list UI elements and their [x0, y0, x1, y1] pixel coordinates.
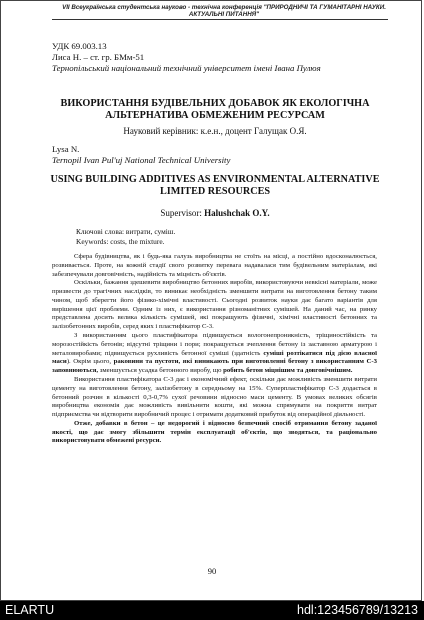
paragraph-3-part-c: ). Окрім цього,	[66, 358, 114, 366]
supervisor-en-name: Halushchak O.Y.	[204, 208, 270, 218]
keywords-ua: Ключові слова: витрати, суміш.	[76, 227, 176, 236]
paragraph-5-conclusion: Отже, добавки в бетон – це недорогий і відносно безпечний спосіб отримання бетону заданої якості, що дає змогу збільшити термін експлуатації об'єктів, що зводяться, та раціонально використовувати обмежені ресурси.	[52, 419, 377, 445]
paragraph-4: Використання пластифікатора С-3 дає і економічний ефект, оскільки дає можливість зменшити витрати цементу на виготовлення бетону, залізобетону в середньому на 15%. Суперпластифікатор С-3 додається в бетонний розчин в кількості 0,3-0,7% сухої речовини відносно маси цементу. В умовах великих обсягів виробництва економія дає можливість вивільнити кошти, які можна спрямувати на покриття витрат підприємства чи відтворити виробничий процес і отримати додатковий прибуток від операційної діяльності.	[52, 375, 377, 419]
udc-code: УДК 69.003.13	[52, 41, 107, 51]
supervisor-en-label: Supervisor:	[160, 208, 202, 218]
paragraph-3-part-e: зменшується усадка бетонного виробу, що	[98, 367, 224, 375]
footer-handle-link[interactable]: hdl:123456789/13213	[297, 603, 418, 617]
supervisor-ua: Науковий керівник: к.е.н., доцент Галущак О.Я.	[123, 126, 307, 136]
paragraph-3-bold-phrase: суміші розтікатися під дією власної маси	[52, 349, 377, 366]
article-body	[52, 253, 377, 446]
header-divider	[52, 19, 388, 20]
paragraph-3-part-a: З використанням цього пластифікатора підвищується вологонепроникність, тріщиностійкість та морозостійкість бетонів; відсутні тріщини і пори; покращується зчеплення бетону із заставною арматурою і металовиробами; підвищується рухливість бетонної суміші (здатність	[52, 332, 377, 357]
footer-repository-name: ELARTU	[5, 603, 55, 617]
supervisor-en	[46, 208, 384, 218]
author-ua: Лиса Н. – ст. гр. БМм-51	[52, 52, 145, 62]
paragraph-1: Сфера будівництва, як і будь-яка галузь виробництва не стоїть на місці, а постійно вдосконалюється, розвивається. Проте, на кожній стадії свого розвитку перевага надавалася тим будівельним матеріалам, які забезпечували довговічність, надійність та міцність об'єктів.	[52, 253, 377, 278]
conference-header: VII Всеукраїнська студентська науково - технічна конференція "ПРИРОДНИЧІ ТА ГУМАНІТАРНІ НАУКИ. АКТУАЛЬНІ ПИТАННЯ"	[62, 4, 386, 18]
affiliation-en: Ternopil Ivan Pul'uj National Technical University	[52, 155, 231, 165]
affiliation-ua: Тернопільський національний технічний університет імені Івана Пулюя	[52, 63, 321, 73]
footer-bar	[0, 601, 424, 620]
paragraph-3-bold-sentence: раковини та пустоти, які виникають при виготовленні бетону з використанням С-3 заповнюються,	[52, 358, 377, 375]
page-number: 90	[207, 566, 217, 576]
author-en: Lysa N.	[52, 144, 80, 154]
title-en: USING BUILDING ADDITIVES AS ENVIRONMENTAL ALTERNATIVE LIMITED RESOURCES	[50, 174, 380, 197]
paragraph-2: Оскільки, бажання здешевити виробництво бетонних виробів, використовуючи невкісні матеріали, може призвести до трагічних наслідків, то виникає необхідність зменшити витрати на виготовлення бетону таким чином, щоб зберегти його фізико-хімічні властивості. Сьогодні розвиток науки дає багато варіантів для вирішення цієї проблеми. Одним із них, є використання різноманітних сумішей. На даний час, на ринку представлена досить велика кількість сумішей, які покращують фізичні, хімічні властивості бетонних та залізобетонних виробів, серед яких і пластифікатор С-3.	[52, 279, 377, 331]
paragraph-3	[52, 332, 377, 376]
paragraph-3-bold-ending: робить бетон міцнішим та довговічнішим.	[223, 367, 353, 375]
title-ua: ВИКОРИСТАННЯ БУДІВЕЛЬНИХ ДОБАВОК ЯК ЕКОЛОГІЧНА АЛЬТЕРНАТИВА ОБМЕЖЕНИМ РЕСУРСАМ	[60, 98, 370, 121]
keywords-en: Keywords: costs, the mixture.	[76, 237, 165, 246]
